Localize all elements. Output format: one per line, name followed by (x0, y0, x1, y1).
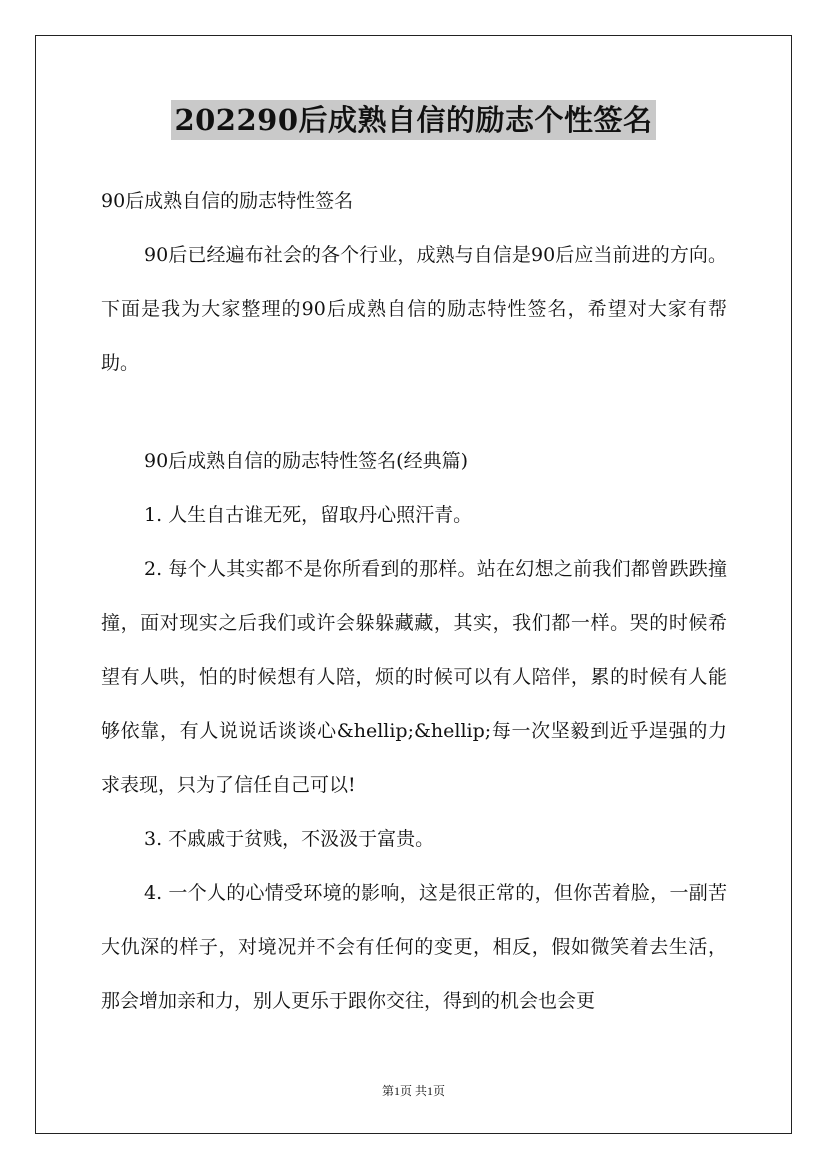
page-footer (0, 1082, 827, 1099)
page-number: 第1页 共1页 (381, 1084, 445, 1098)
list-item: 2. 每个人其实都不是你所看到的那样。站在幻想之前我们都曾跌跌撞撞，面对现实之后我们或许会躲躲藏藏，其实，我们都一样。哭的时候希望有人哄，怕的时候想有人陪，烦的时候可以有人陪伴，累的时候有人能够依靠，有人说说话谈谈心&hellip;&hellip;每一次坚毅到近乎逞强的力求表现，只为了信任自己可以! (101, 558, 727, 796)
title-container (0, 100, 827, 140)
subtitle: 90后成熟自信的励志特性签名 (101, 190, 354, 212)
document-body (101, 174, 727, 1028)
section-heading: 90后成熟自信的励志特性签名(经典篇) (144, 450, 469, 472)
list-item: 4. 一个人的心情受环境的影响，这是很正常的，但你苦着脸，一副苦大仇深的样子，对境况并不会有任何的变更，相反，假如微笑着去生活，那会增加亲和力，别人更乐于跟你交往，得到的机会也会更 (101, 882, 727, 1012)
document-title: 202290后成熟自信的励志个性签名 (171, 100, 655, 140)
list-item: 3. 不戚戚于贫贱，不汲汲于富贵。 (144, 828, 435, 850)
list-item: 1. 人生自古谁无死，留取丹心照汗青。 (144, 504, 473, 526)
intro-paragraph: 90后已经遍布社会的各个行业，成熟与自信是90后应当前进的方向。下面是我为大家整理的90后成熟自信的励志特性签名，希望对大家有帮助。 (101, 244, 727, 374)
